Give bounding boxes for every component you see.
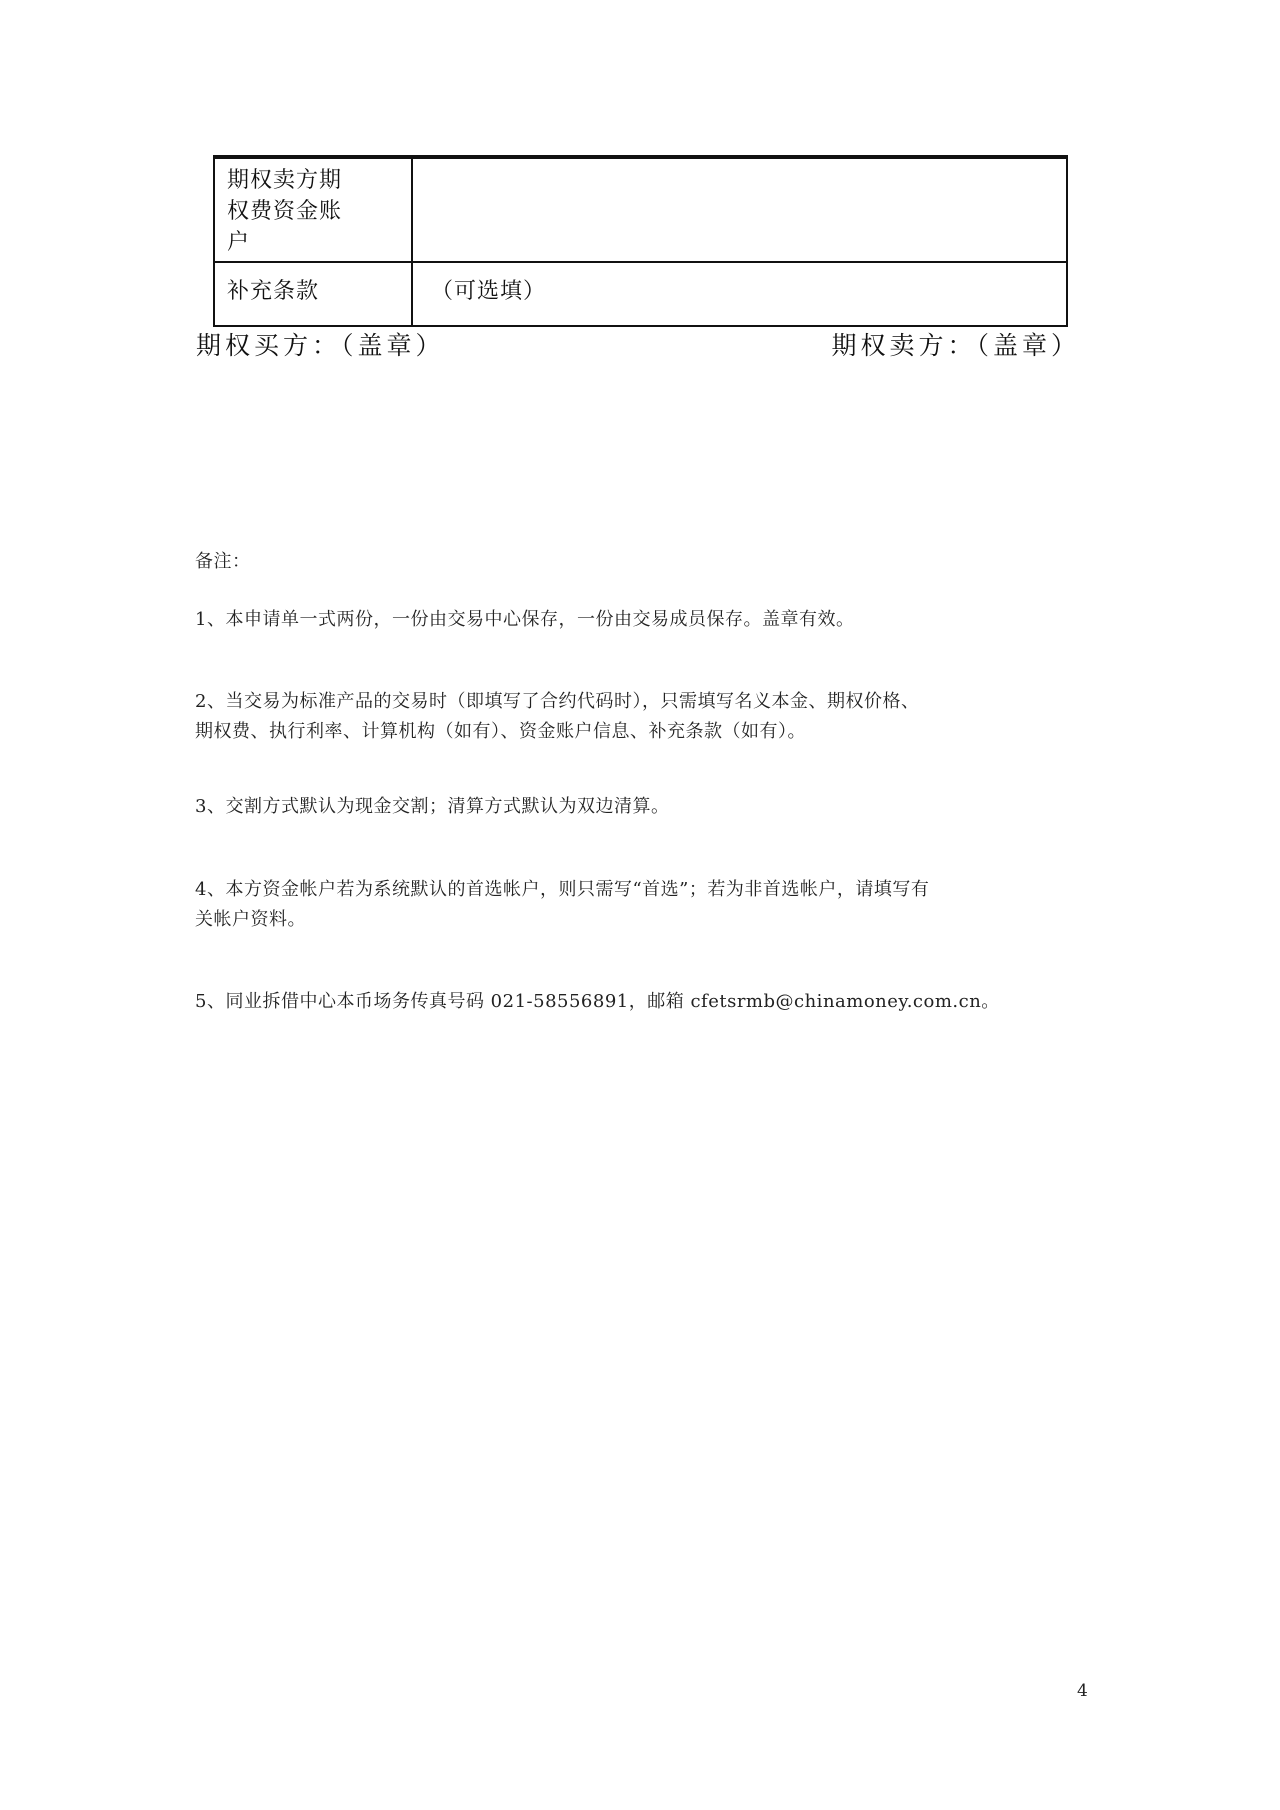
seller-premium-account-label <box>214 157 412 262</box>
note-item-2-line-2: 期权费、执行利率、计算机构（如有）、资金账户信息、补充条款（如有）。 <box>195 721 806 742</box>
note-item-4-line-1: 4、本方资金帐户若为系统默认的首选帐户，则只需写“首选”；若为非首选帐户，请填写有 <box>195 879 930 900</box>
label-line: 户 <box>227 230 251 255</box>
page-number: 4 <box>1077 1681 1088 1701</box>
table-row-supplementary-terms <box>214 262 1067 326</box>
supplementary-terms-label <box>214 262 412 326</box>
note-item-3: 3、交割方式默认为现金交割；清算方式默认为双边清算。 <box>195 796 670 817</box>
note-item-1: 1、本申请单一式两份，一份由交易中心保存，一份由交易成员保存。盖章有效。 <box>195 609 855 630</box>
signature-block <box>196 330 1080 362</box>
label-line: 期权卖方期 <box>227 168 343 193</box>
supplementary-terms-field[interactable]: （可选填） <box>412 262 1067 326</box>
notes-heading: 备注： <box>195 551 251 572</box>
table-row-seller-premium-account <box>214 157 1067 262</box>
seller-premium-account-field[interactable] <box>412 157 1067 262</box>
buyer-seal-label: 期权买方：（盖章） <box>196 331 445 360</box>
seller-seal-label: 期权卖方：（盖章） <box>831 331 1080 360</box>
label-line: 权费资金账 <box>227 199 343 224</box>
note-item-4-line-2: 关帐户资料。 <box>195 909 306 930</box>
note-item-2-line-1: 2、当交易为标准产品的交易时（即填写了合约代码时），只需填写名义本金、期权价格、 <box>195 691 920 712</box>
label-line: 补充条款 <box>227 279 320 304</box>
note-item-5: 5、同业拆借中心本币场务传真号码 021-58556891，邮箱 cfetsrmb@chinamoney.com.cn。 <box>195 991 1000 1012</box>
option-form-table <box>213 155 1068 327</box>
